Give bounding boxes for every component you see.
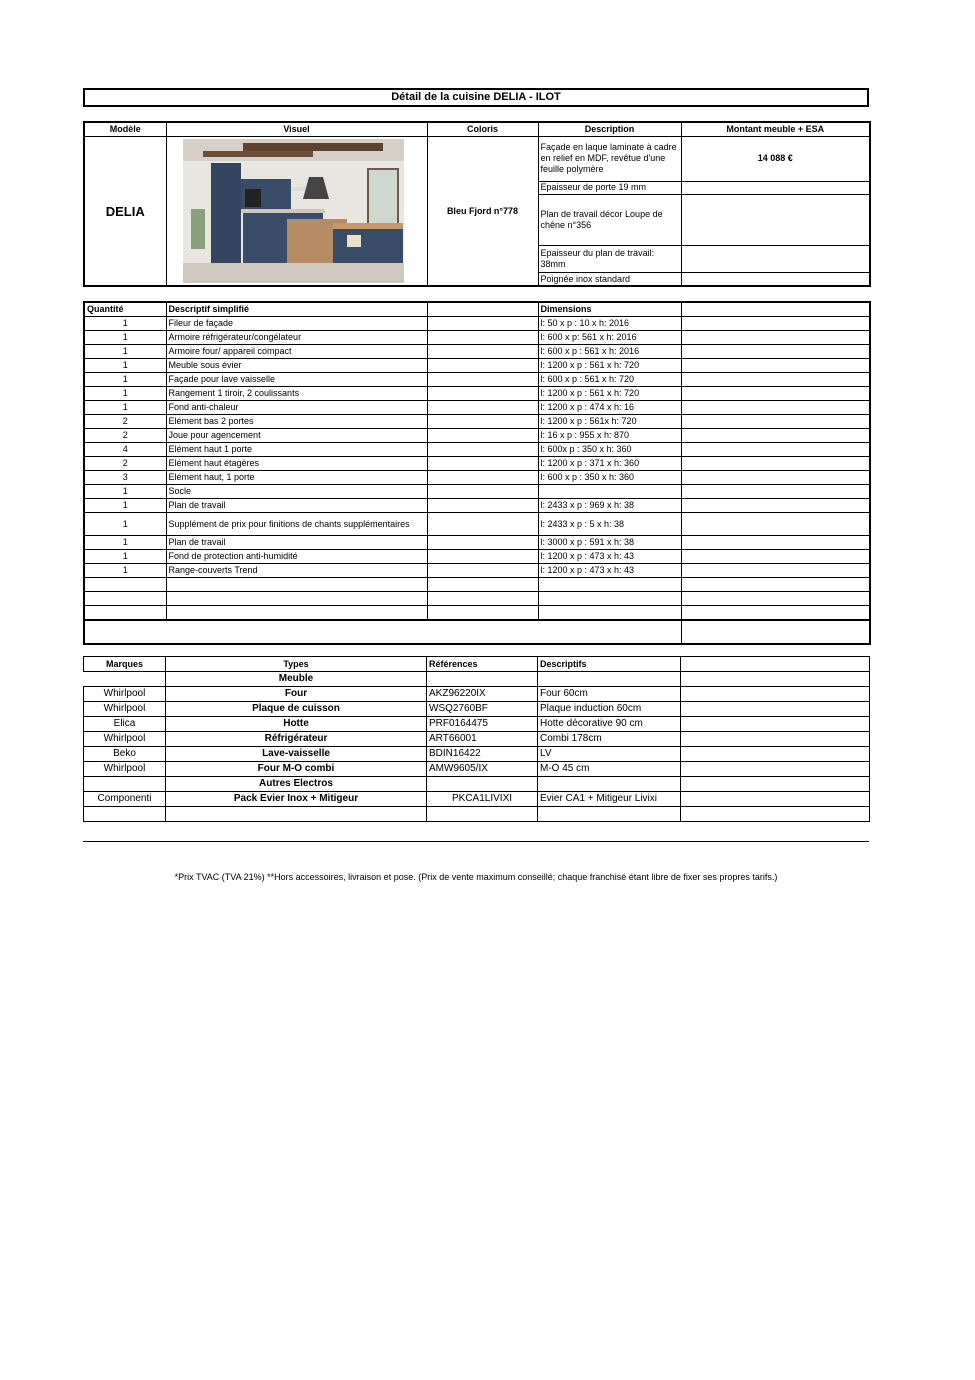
item-description: Façade pour lave vaisselle: [166, 373, 427, 387]
item-dimensions: l: 1200 x p : 473 x h: 43: [538, 550, 681, 564]
blank-cell: [681, 672, 870, 687]
blank-cell: [538, 592, 681, 606]
blank-cell: [538, 578, 681, 592]
item-row: [84, 415, 870, 429]
extra-desc: Evier CA1 + Mitigeur Livixi: [538, 792, 681, 807]
blank-cell: [538, 777, 681, 792]
item-empty: [681, 471, 870, 485]
header-empty-2: [681, 302, 870, 317]
item-description: Socle: [166, 485, 427, 499]
header-quantite: Quantité: [84, 302, 166, 317]
blank-cell: [84, 777, 166, 792]
item-description: Supplément de prix pour finitions de chants supplémentaires: [166, 513, 427, 536]
item-dimensions: [538, 485, 681, 499]
item-empty: [681, 536, 870, 550]
coloris-value: Bleu Fjord n°778: [427, 137, 538, 287]
header-empty-1: [427, 302, 538, 317]
items-header-row: [84, 302, 870, 317]
item-empty: [681, 415, 870, 429]
blank-cell: [427, 592, 538, 606]
item-quantity: 1: [84, 499, 166, 513]
item-empty: [681, 485, 870, 499]
section-autres-row: [84, 777, 870, 792]
blank-cell: [681, 792, 870, 807]
item-empty: [681, 317, 870, 331]
header-coloris: Coloris: [427, 122, 538, 137]
appliance-brand: Whirlpool: [84, 762, 166, 777]
appliance-brand: Whirlpool: [84, 687, 166, 702]
appliance-empty: [681, 687, 870, 702]
item-empty: [427, 401, 538, 415]
item-dimensions: l: 1200 x p : 561 x h: 720: [538, 387, 681, 401]
item-dimensions: l: 600 x p : 350 x h: 360: [538, 471, 681, 485]
item-description: Range-couverts Trend: [166, 564, 427, 578]
page-title: Détail de la cuisine DELIA - ILOT: [83, 88, 869, 107]
blank-cell: [166, 606, 427, 621]
blank-cell: [427, 578, 538, 592]
description-4: Epaisseur du plan de travail: 38mm: [538, 245, 681, 272]
item-empty: [681, 443, 870, 457]
item-dimensions: l: 1200 x p : 561x h: 720: [538, 415, 681, 429]
appliance-description: Four 60cm: [538, 687, 681, 702]
item-empty: [681, 387, 870, 401]
item-description: Rangement 1 tiroir, 2 coulissants: [166, 387, 427, 401]
price-empty-4: [681, 245, 870, 272]
item-row: [84, 359, 870, 373]
appliance-type: Plaque de cuisson: [166, 702, 427, 717]
item-row: [84, 443, 870, 457]
item-empty: [427, 471, 538, 485]
item-quantity: 1: [84, 513, 166, 536]
item-description: Elément bas 2 portes: [166, 415, 427, 429]
item-row: [84, 471, 870, 485]
blank-cell: [84, 672, 166, 687]
item-description: Armoire réfrigérateur/congélateur: [166, 331, 427, 345]
section-meuble-row: [84, 672, 870, 687]
appliance-brand: Elica: [84, 717, 166, 732]
item-empty: [427, 331, 538, 345]
blank-cell: [427, 606, 538, 621]
appliance-empty: [681, 747, 870, 762]
kitchen-image: [166, 137, 427, 287]
item-description: Fond anti-chaleur: [166, 401, 427, 415]
item-row: [84, 373, 870, 387]
appliance-type: Lave-vaisselle: [166, 747, 427, 762]
description-5: Poignée inox standard: [538, 273, 681, 286]
item-row: [84, 513, 870, 536]
item-quantity: 2: [84, 429, 166, 443]
appliance-row: [84, 702, 870, 717]
appliance-type: Four M-O combi: [166, 762, 427, 777]
price-empty-2: [681, 181, 870, 194]
appliance-description: LV: [538, 747, 681, 762]
header-descriptifs: Descriptifs: [538, 657, 681, 672]
item-row: [84, 429, 870, 443]
item-description: Fileur de façade: [166, 317, 427, 331]
item-row: [84, 499, 870, 513]
item-quantity: 1: [84, 317, 166, 331]
blank-cell: [681, 592, 870, 606]
appliance-empty: [681, 717, 870, 732]
item-row: [84, 331, 870, 345]
appliance-row: [84, 747, 870, 762]
header-modele: Modèle: [84, 122, 166, 137]
item-empty: [681, 499, 870, 513]
item-row: [84, 345, 870, 359]
item-description: Elément haut étagères: [166, 457, 427, 471]
item-dimensions: l: 1200 x p : 561 x h: 720: [538, 359, 681, 373]
kitchen-illustration: [183, 139, 404, 283]
blank-cell: [681, 777, 870, 792]
appliances-table: [83, 656, 870, 822]
appliance-brand: Beko: [84, 747, 166, 762]
appliance-row: [84, 717, 870, 732]
header-visuel: Visuel: [166, 122, 427, 137]
blank-cell: [538, 606, 681, 621]
appliance-reference: AKZ96220IX: [427, 687, 538, 702]
appliance-type: Réfrigérateur: [166, 732, 427, 747]
item-empty: [427, 513, 538, 536]
item-quantity: 1: [84, 536, 166, 550]
header-types: Types: [166, 657, 427, 672]
appliance-description: Combi 178cm: [538, 732, 681, 747]
item-empty: [427, 415, 538, 429]
item-description: Elément haut, 1 porte: [166, 471, 427, 485]
item-empty: [681, 564, 870, 578]
appliance-reference: AMW9605/IX: [427, 762, 538, 777]
item-empty: [681, 513, 870, 536]
item-row: [84, 457, 870, 471]
description-2: Epaisseur de porte 19 mm: [538, 181, 681, 194]
section-meuble: Meuble: [166, 672, 427, 687]
header-montant: Montant meuble + ESA: [681, 122, 870, 137]
description-3: Plan de travail décor Loupe de chêne n°356: [538, 194, 681, 245]
item-empty: [681, 331, 870, 345]
header-marques: Marques: [84, 657, 166, 672]
item-description: Plan de travail: [166, 499, 427, 513]
item-quantity: 1: [84, 485, 166, 499]
item-empty: [681, 401, 870, 415]
appliance-description: M-O 45 cm: [538, 762, 681, 777]
blank-cell: [84, 578, 166, 592]
item-row: [84, 387, 870, 401]
summary-table: [83, 121, 871, 287]
price-empty-3: [681, 194, 870, 245]
item-empty: [427, 550, 538, 564]
item-quantity: 2: [84, 415, 166, 429]
model-name: DELIA: [84, 137, 166, 287]
blank-cell: [681, 620, 870, 644]
item-empty: [427, 345, 538, 359]
header-dimensions: Dimensions: [538, 302, 681, 317]
item-dimensions: l: 16 x p : 955 x h: 870: [538, 429, 681, 443]
item-quantity: 1: [84, 331, 166, 345]
item-description: Armoire four/ appareil compact: [166, 345, 427, 359]
item-dimensions: l: 50 x p : 10 x h: 2016: [538, 317, 681, 331]
appliance-row: [84, 687, 870, 702]
item-quantity: 1: [84, 564, 166, 578]
item-row: [84, 564, 870, 578]
item-dimensions: l: 1200 x p : 473 x h: 43: [538, 564, 681, 578]
item-empty: [427, 499, 538, 513]
item-dimensions: l: 1200 x p : 371 x h: 360: [538, 457, 681, 471]
item-dimensions: l: 2433 x p : 969 x h: 38: [538, 499, 681, 513]
item-empty: [681, 429, 870, 443]
item-dimensions: l: 1200 x p : 474 x h: 16: [538, 401, 681, 415]
item-dimensions: l: 600 x p: 561 x h: 2016: [538, 331, 681, 345]
appliance-brand: Whirlpool: [84, 732, 166, 747]
item-empty: [681, 457, 870, 471]
item-dimensions: l: 600 x p : 561 x h: 720: [538, 373, 681, 387]
appliance-empty: [681, 732, 870, 747]
item-quantity: 3: [84, 471, 166, 485]
appliance-reference: BDIN16422: [427, 747, 538, 762]
blank-cell: [427, 807, 538, 822]
item-row: [84, 550, 870, 564]
appliance-row: [84, 762, 870, 777]
item-description: Joue pour agencement: [166, 429, 427, 443]
appliance-type: Four: [166, 687, 427, 702]
item-empty: [427, 536, 538, 550]
blank-cell: [427, 777, 538, 792]
item-empty: [681, 345, 870, 359]
blank-cell: [681, 807, 870, 822]
item-row: [84, 317, 870, 331]
blank-cell: [84, 606, 166, 621]
item-row: [84, 536, 870, 550]
item-empty: [427, 564, 538, 578]
items-table: [83, 301, 871, 645]
items-body: [84, 317, 870, 578]
appliances-header-row: [84, 657, 870, 672]
item-description: Meuble sous évier: [166, 359, 427, 373]
blank-cell: [427, 672, 538, 687]
price-value: 14 088 €: [681, 137, 870, 182]
item-empty: [427, 317, 538, 331]
extra-row: [84, 792, 870, 807]
item-quantity: 1: [84, 401, 166, 415]
appliances-body: [84, 687, 870, 777]
header-description: Description: [538, 122, 681, 137]
item-empty: [681, 373, 870, 387]
blank-cell: [84, 592, 166, 606]
price-empty-5: [681, 273, 870, 286]
extra-brand: Componenti: [84, 792, 166, 807]
appliance-description: Plaque induction 60cm: [538, 702, 681, 717]
blank-cell: [84, 807, 166, 822]
appliance-type: Hotte: [166, 717, 427, 732]
item-description: Plan de travail: [166, 536, 427, 550]
blank-cell: [166, 807, 427, 822]
appliance-reference: ART66001: [427, 732, 538, 747]
blank-cell: [166, 592, 427, 606]
item-empty: [427, 387, 538, 401]
blank-cell-wide: [84, 620, 681, 644]
summary-header-row: [84, 122, 870, 137]
item-quantity: 1: [84, 387, 166, 401]
item-empty: [427, 359, 538, 373]
item-dimensions: l: 3000 x p : 591 x h: 38: [538, 536, 681, 550]
item-empty: [427, 373, 538, 387]
blank-cell: [538, 807, 681, 822]
item-dimensions: l: 600 x p : 561 x h: 2016: [538, 345, 681, 359]
item-empty: [427, 429, 538, 443]
item-empty: [681, 359, 870, 373]
header-references: Références: [427, 657, 538, 672]
appliance-row: [84, 732, 870, 747]
blank-cell: [166, 578, 427, 592]
item-description: Fond de protection anti-humidité: [166, 550, 427, 564]
item-empty: [681, 550, 870, 564]
header-descriptif: Descriptif simplifié: [166, 302, 427, 317]
appliance-description: Hotte décorative 90 cm: [538, 717, 681, 732]
description-1: Façade en laque laminate à cadre en relief en MDF, revêtue d'une feuille polymère: [538, 137, 681, 182]
extra-ref: PKCA1LIVIXI: [427, 792, 538, 807]
item-quantity: 4: [84, 443, 166, 457]
section-autres: Autres Electros: [166, 777, 427, 792]
appliance-brand: Whirlpool: [84, 702, 166, 717]
item-empty: [427, 485, 538, 499]
header-empty: [681, 657, 870, 672]
footnote: *Prix TVAC (TVA 21%) **Hors accessoires, livraison et pose. (Prix de vente maximum conseillé; chaque franchisé étant libre de fixer ses propres tarifs.): [174, 872, 778, 882]
item-dimensions: l: 600x p : 350 x h: 360: [538, 443, 681, 457]
divider: [83, 841, 869, 842]
extra-type: Pack Evier Inox + Mitigeur: [166, 792, 427, 807]
appliance-empty: [681, 762, 870, 777]
item-quantity: 1: [84, 550, 166, 564]
item-quantity: 1: [84, 373, 166, 387]
item-empty: [427, 443, 538, 457]
appliance-reference: WSQ2760BF: [427, 702, 538, 717]
appliance-empty: [681, 702, 870, 717]
item-quantity: 1: [84, 359, 166, 373]
item-quantity: 1: [84, 345, 166, 359]
item-empty: [427, 457, 538, 471]
appliance-reference: PRF0164475: [427, 717, 538, 732]
item-dimensions: l: 2433 x p : 5 x h: 38: [538, 513, 681, 536]
blank-cell: [681, 578, 870, 592]
item-quantity: 2: [84, 457, 166, 471]
item-description: Elément haut 1 porte: [166, 443, 427, 457]
blank-cell: [538, 672, 681, 687]
item-row: [84, 401, 870, 415]
item-row: [84, 485, 870, 499]
blank-cell: [681, 606, 870, 621]
